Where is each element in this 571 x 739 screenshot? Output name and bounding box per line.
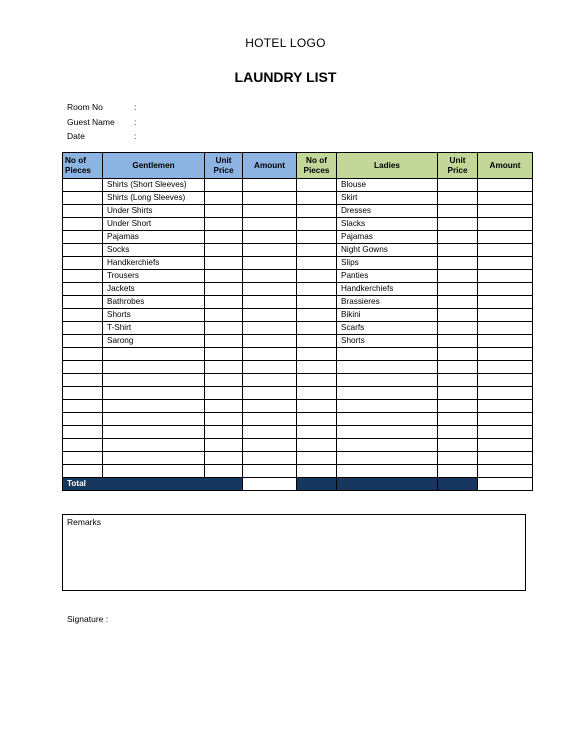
ladies-pieces-cell[interactable] [297, 452, 337, 465]
gent-item-cell [103, 452, 205, 465]
table-row [63, 361, 533, 374]
ladies-unit-price-cell[interactable] [438, 283, 478, 296]
ladies-item-cell [337, 387, 438, 400]
gent-unit-price-cell[interactable] [205, 335, 243, 348]
ladies-amount-cell[interactable] [478, 439, 533, 452]
gent-unit-price-cell[interactable] [205, 439, 243, 452]
ladies-pieces-cell[interactable] [297, 387, 337, 400]
gent-pieces-cell[interactable] [63, 231, 103, 244]
laundry-table-body [63, 179, 533, 491]
gent-unit-price-cell[interactable] [205, 205, 243, 218]
total-row [63, 478, 533, 491]
ladies-unit-price-cell[interactable] [438, 465, 478, 478]
guest-name-row [67, 115, 144, 130]
gent-amount-cell[interactable] [243, 465, 297, 478]
table-row [63, 270, 533, 283]
remarks-label: Remarks [67, 517, 102, 527]
gent-pieces-cell[interactable] [63, 218, 103, 231]
gent-unit-price-cell[interactable] [205, 270, 243, 283]
gent-amount-cell[interactable] [243, 205, 297, 218]
gent-item-cell: Under Short [103, 218, 205, 231]
table-row [63, 205, 533, 218]
gent-amount-cell[interactable] [243, 374, 297, 387]
room-no-label: Room No [67, 102, 103, 112]
gent-pieces-cell[interactable] [63, 426, 103, 439]
ladies-amount-cell[interactable] [478, 400, 533, 413]
gent-amount-cell[interactable] [243, 257, 297, 270]
ladies-item-cell [337, 413, 438, 426]
ladies-pieces-cell[interactable] [297, 257, 337, 270]
ladies-unit-price-cell[interactable] [438, 179, 478, 192]
laundry-table [62, 152, 533, 491]
guest-name-label: Guest Name [67, 116, 115, 127]
gent-item-cell: T-Shirt [103, 322, 205, 335]
gent-item-cell: Shirts (Long Sleeves) [103, 192, 205, 205]
gent-pieces-cell[interactable] [63, 283, 103, 296]
gent-amount-cell[interactable] [243, 283, 297, 296]
gent-amount-cell[interactable] [243, 335, 297, 348]
ladies-pieces-cell[interactable] [297, 465, 337, 478]
gent-unit-price-cell[interactable] [205, 387, 243, 400]
ladies-item-cell: Slacks [337, 218, 438, 231]
gent-item-cell: Shorts [103, 309, 205, 322]
table-row [63, 218, 533, 231]
header-gentlemen-unit-price: Unit Price [205, 153, 243, 179]
gent-unit-price-cell[interactable] [205, 309, 243, 322]
gent-item-cell: Socks [103, 244, 205, 257]
gent-pieces-cell[interactable] [63, 361, 103, 374]
gent-item-cell: Handkerchiefs [103, 257, 205, 270]
gent-item-cell [103, 413, 205, 426]
ladies-pieces-cell[interactable] [297, 218, 337, 231]
ladies-unit-price-cell[interactable] [438, 452, 478, 465]
gent-item-cell: Under Shirts [103, 205, 205, 218]
gent-pieces-cell[interactable] [63, 335, 103, 348]
gent-item-cell: Bathrobes [103, 296, 205, 309]
gent-pieces-cell[interactable] [63, 270, 103, 283]
header-gentlemen: Gentlemen [103, 153, 205, 179]
header-ladies: Ladies [337, 153, 438, 179]
ladies-amount-cell[interactable] [478, 257, 533, 270]
ladies-pieces-cell[interactable] [297, 361, 337, 374]
page-title: LAUNDRY LIST [234, 69, 337, 85]
gent-pieces-cell[interactable] [63, 387, 103, 400]
date-colon: : [134, 131, 137, 141]
gent-item-cell: Jackets [103, 283, 205, 296]
guest-name-colon: : [134, 116, 137, 127]
table-row [63, 257, 533, 270]
ladies-unit-price-cell[interactable] [438, 296, 478, 309]
ladies-item-cell [337, 361, 438, 374]
remarks-box[interactable] [62, 514, 526, 591]
ladies-unit-price-cell[interactable] [438, 387, 478, 400]
gent-pieces-cell[interactable] [63, 179, 103, 192]
ladies-unit-price-cell[interactable] [438, 374, 478, 387]
gent-pieces-cell[interactable] [63, 309, 103, 322]
table-row [63, 192, 533, 205]
ladies-amount-cell[interactable] [478, 283, 533, 296]
gent-item-cell: Sarong [103, 335, 205, 348]
header-ladies-unit-price: Unit Price [438, 153, 478, 179]
table-header-row [63, 153, 533, 179]
gent-unit-price-cell[interactable] [205, 374, 243, 387]
ladies-item-cell: Bikini [337, 309, 438, 322]
gent-amount-cell[interactable] [243, 309, 297, 322]
ladies-item-cell: Shorts [337, 335, 438, 348]
table-row [63, 426, 533, 439]
table-row [63, 413, 533, 426]
gent-amount-cell[interactable] [243, 361, 297, 374]
ladies-pieces-cell[interactable] [297, 426, 337, 439]
table-row [63, 322, 533, 335]
gent-pieces-cell[interactable] [63, 296, 103, 309]
ladies-pieces-cell[interactable] [297, 244, 337, 257]
ladies-item-cell [337, 452, 438, 465]
ladies-amount-cell[interactable] [478, 218, 533, 231]
gent-item-cell [103, 387, 205, 400]
gent-amount-cell[interactable] [243, 322, 297, 335]
ladies-amount-cell[interactable] [478, 335, 533, 348]
ladies-unit-price-cell[interactable] [438, 218, 478, 231]
ladies-item-cell: Scarfs [337, 322, 438, 335]
gent-amount-cell[interactable] [243, 179, 297, 192]
ladies-item-cell: Blouse [337, 179, 438, 192]
gent-unit-price-cell[interactable] [205, 361, 243, 374]
header-gentlemen-pieces: No of Pieces [63, 153, 103, 179]
ladies-total-amount-cell[interactable] [478, 478, 533, 491]
gent-pieces-cell[interactable] [63, 244, 103, 257]
ladies-amount-cell[interactable] [478, 179, 533, 192]
ladies-unit-price-cell[interactable] [438, 205, 478, 218]
gent-amount-cell[interactable] [243, 413, 297, 426]
ladies-amount-cell[interactable] [478, 244, 533, 257]
guest-info [67, 100, 144, 144]
ladies-item-cell: Dresses [337, 205, 438, 218]
gent-pieces-cell[interactable] [63, 205, 103, 218]
gent-amount-cell[interactable] [243, 296, 297, 309]
hotel-logo: HOTEL LOGO [245, 36, 326, 50]
gent-pieces-cell[interactable] [63, 348, 103, 361]
gent-unit-price-cell[interactable] [205, 400, 243, 413]
ladies-amount-cell[interactable] [478, 374, 533, 387]
date-row [67, 129, 144, 144]
gent-pieces-cell[interactable] [63, 400, 103, 413]
ladies-amount-cell[interactable] [478, 231, 533, 244]
gent-unit-price-cell[interactable] [205, 283, 243, 296]
ladies-amount-cell[interactable] [478, 348, 533, 361]
ladies-item-cell [337, 400, 438, 413]
table-row [63, 283, 533, 296]
table-row [63, 387, 533, 400]
ladies-item-cell [337, 374, 438, 387]
gent-total-amount-cell[interactable] [243, 478, 297, 491]
ladies-total-pieces-cell [297, 478, 337, 491]
ladies-amount-cell[interactable] [478, 205, 533, 218]
ladies-pieces-cell[interactable] [297, 192, 337, 205]
ladies-amount-cell[interactable] [478, 322, 533, 335]
gent-unit-price-cell[interactable] [205, 452, 243, 465]
ladies-pieces-cell[interactable] [297, 400, 337, 413]
table-row [63, 231, 533, 244]
ladies-item-cell [337, 439, 438, 452]
gent-amount-cell[interactable] [243, 400, 297, 413]
ladies-amount-cell[interactable] [478, 192, 533, 205]
gent-amount-cell[interactable] [243, 231, 297, 244]
ladies-pieces-cell[interactable] [297, 309, 337, 322]
ladies-pieces-cell[interactable] [297, 335, 337, 348]
ladies-item-cell [337, 465, 438, 478]
ladies-unit-price-cell[interactable] [438, 361, 478, 374]
ladies-unit-price-cell[interactable] [438, 400, 478, 413]
gent-item-cell [103, 348, 205, 361]
ladies-pieces-cell[interactable] [297, 439, 337, 452]
ladies-pieces-cell[interactable] [297, 283, 337, 296]
gent-pieces-cell[interactable] [63, 452, 103, 465]
ladies-amount-cell[interactable] [478, 452, 533, 465]
table-row [63, 452, 533, 465]
gent-pieces-cell[interactable] [63, 439, 103, 452]
total-label: Total [63, 478, 243, 491]
gent-unit-price-cell[interactable] [205, 413, 243, 426]
ladies-item-cell: Pajamas [337, 231, 438, 244]
table-row [63, 335, 533, 348]
ladies-unit-price-cell[interactable] [438, 270, 478, 283]
ladies-item-cell: Slips [337, 257, 438, 270]
table-row [63, 400, 533, 413]
ladies-pieces-cell[interactable] [297, 296, 337, 309]
date-label: Date [67, 131, 85, 141]
ladies-unit-price-cell[interactable] [438, 413, 478, 426]
ladies-amount-cell[interactable] [478, 465, 533, 478]
gent-item-cell: Shirts (Short Sleeves) [103, 179, 205, 192]
ladies-unit-price-cell[interactable] [438, 192, 478, 205]
gent-item-cell: Pajamas [103, 231, 205, 244]
gent-item-cell: Trousers [103, 270, 205, 283]
header-gentlemen-amount: Amount [243, 153, 297, 179]
gent-unit-price-cell[interactable] [205, 244, 243, 257]
ladies-amount-cell[interactable] [478, 309, 533, 322]
ladies-item-cell: Panties [337, 270, 438, 283]
ladies-amount-cell[interactable] [478, 296, 533, 309]
ladies-item-cell [337, 348, 438, 361]
ladies-amount-cell[interactable] [478, 361, 533, 374]
gent-pieces-cell[interactable] [63, 374, 103, 387]
gent-pieces-cell[interactable] [63, 465, 103, 478]
table-row [63, 439, 533, 452]
gent-unit-price-cell[interactable] [205, 231, 243, 244]
ladies-pieces-cell[interactable] [297, 270, 337, 283]
gent-unit-price-cell[interactable] [205, 348, 243, 361]
gent-pieces-cell[interactable] [63, 257, 103, 270]
ladies-pieces-cell[interactable] [297, 413, 337, 426]
ladies-total-unit-price-cell [438, 478, 478, 491]
gent-item-cell [103, 465, 205, 478]
gent-item-cell [103, 374, 205, 387]
table-row [63, 465, 533, 478]
gent-amount-cell[interactable] [243, 452, 297, 465]
signature-label: Signature : [67, 614, 109, 624]
ladies-item-cell: Skirt [337, 192, 438, 205]
gent-amount-cell[interactable] [243, 387, 297, 400]
room-no-colon: : [134, 102, 137, 112]
ladies-pieces-cell[interactable] [297, 348, 337, 361]
gent-item-cell [103, 361, 205, 374]
ladies-item-cell: Handkerchiefs [337, 283, 438, 296]
ladies-amount-cell[interactable] [478, 426, 533, 439]
ladies-unit-price-cell[interactable] [438, 439, 478, 452]
ladies-unit-price-cell[interactable] [438, 335, 478, 348]
gent-unit-price-cell[interactable] [205, 257, 243, 270]
ladies-unit-price-cell[interactable] [438, 244, 478, 257]
gent-unit-price-cell[interactable] [205, 296, 243, 309]
gent-amount-cell[interactable] [243, 192, 297, 205]
ladies-pieces-cell[interactable] [297, 179, 337, 192]
gent-unit-price-cell[interactable] [205, 322, 243, 335]
ladies-amount-cell[interactable] [478, 413, 533, 426]
ladies-unit-price-cell[interactable] [438, 348, 478, 361]
ladies-amount-cell[interactable] [478, 270, 533, 283]
ladies-item-cell [337, 426, 438, 439]
gent-pieces-cell[interactable] [63, 192, 103, 205]
gent-amount-cell[interactable] [243, 270, 297, 283]
ladies-pieces-cell[interactable] [297, 374, 337, 387]
ladies-unit-price-cell[interactable] [438, 322, 478, 335]
gent-item-cell [103, 426, 205, 439]
ladies-unit-price-cell[interactable] [438, 426, 478, 439]
gent-amount-cell[interactable] [243, 244, 297, 257]
gent-amount-cell[interactable] [243, 439, 297, 452]
ladies-pieces-cell[interactable] [297, 322, 337, 335]
ladies-unit-price-cell[interactable] [438, 257, 478, 270]
ladies-unit-price-cell[interactable] [438, 231, 478, 244]
table-row [63, 309, 533, 322]
gent-amount-cell[interactable] [243, 348, 297, 361]
gent-unit-price-cell[interactable] [205, 465, 243, 478]
gent-unit-price-cell[interactable] [205, 426, 243, 439]
table-row [63, 179, 533, 192]
ladies-amount-cell[interactable] [478, 387, 533, 400]
table-row [63, 348, 533, 361]
gent-pieces-cell[interactable] [63, 413, 103, 426]
gent-unit-price-cell[interactable] [205, 179, 243, 192]
header-ladies-amount: Amount [478, 153, 533, 179]
table-row [63, 244, 533, 257]
gent-unit-price-cell[interactable] [205, 218, 243, 231]
gent-item-cell [103, 439, 205, 452]
ladies-pieces-cell[interactable] [297, 205, 337, 218]
ladies-unit-price-cell[interactable] [438, 309, 478, 322]
ladies-total-item-cell [337, 478, 438, 491]
header-ladies-pieces: No of Pieces [297, 153, 337, 179]
table-row [63, 296, 533, 309]
gent-amount-cell[interactable] [243, 426, 297, 439]
ladies-pieces-cell[interactable] [297, 231, 337, 244]
room-no-row [67, 100, 144, 115]
gent-amount-cell[interactable] [243, 218, 297, 231]
ladies-item-cell: Night Gowns [337, 244, 438, 257]
gent-unit-price-cell[interactable] [205, 192, 243, 205]
table-row [63, 374, 533, 387]
gent-item-cell [103, 400, 205, 413]
gent-pieces-cell[interactable] [63, 322, 103, 335]
ladies-item-cell: Brassieres [337, 296, 438, 309]
